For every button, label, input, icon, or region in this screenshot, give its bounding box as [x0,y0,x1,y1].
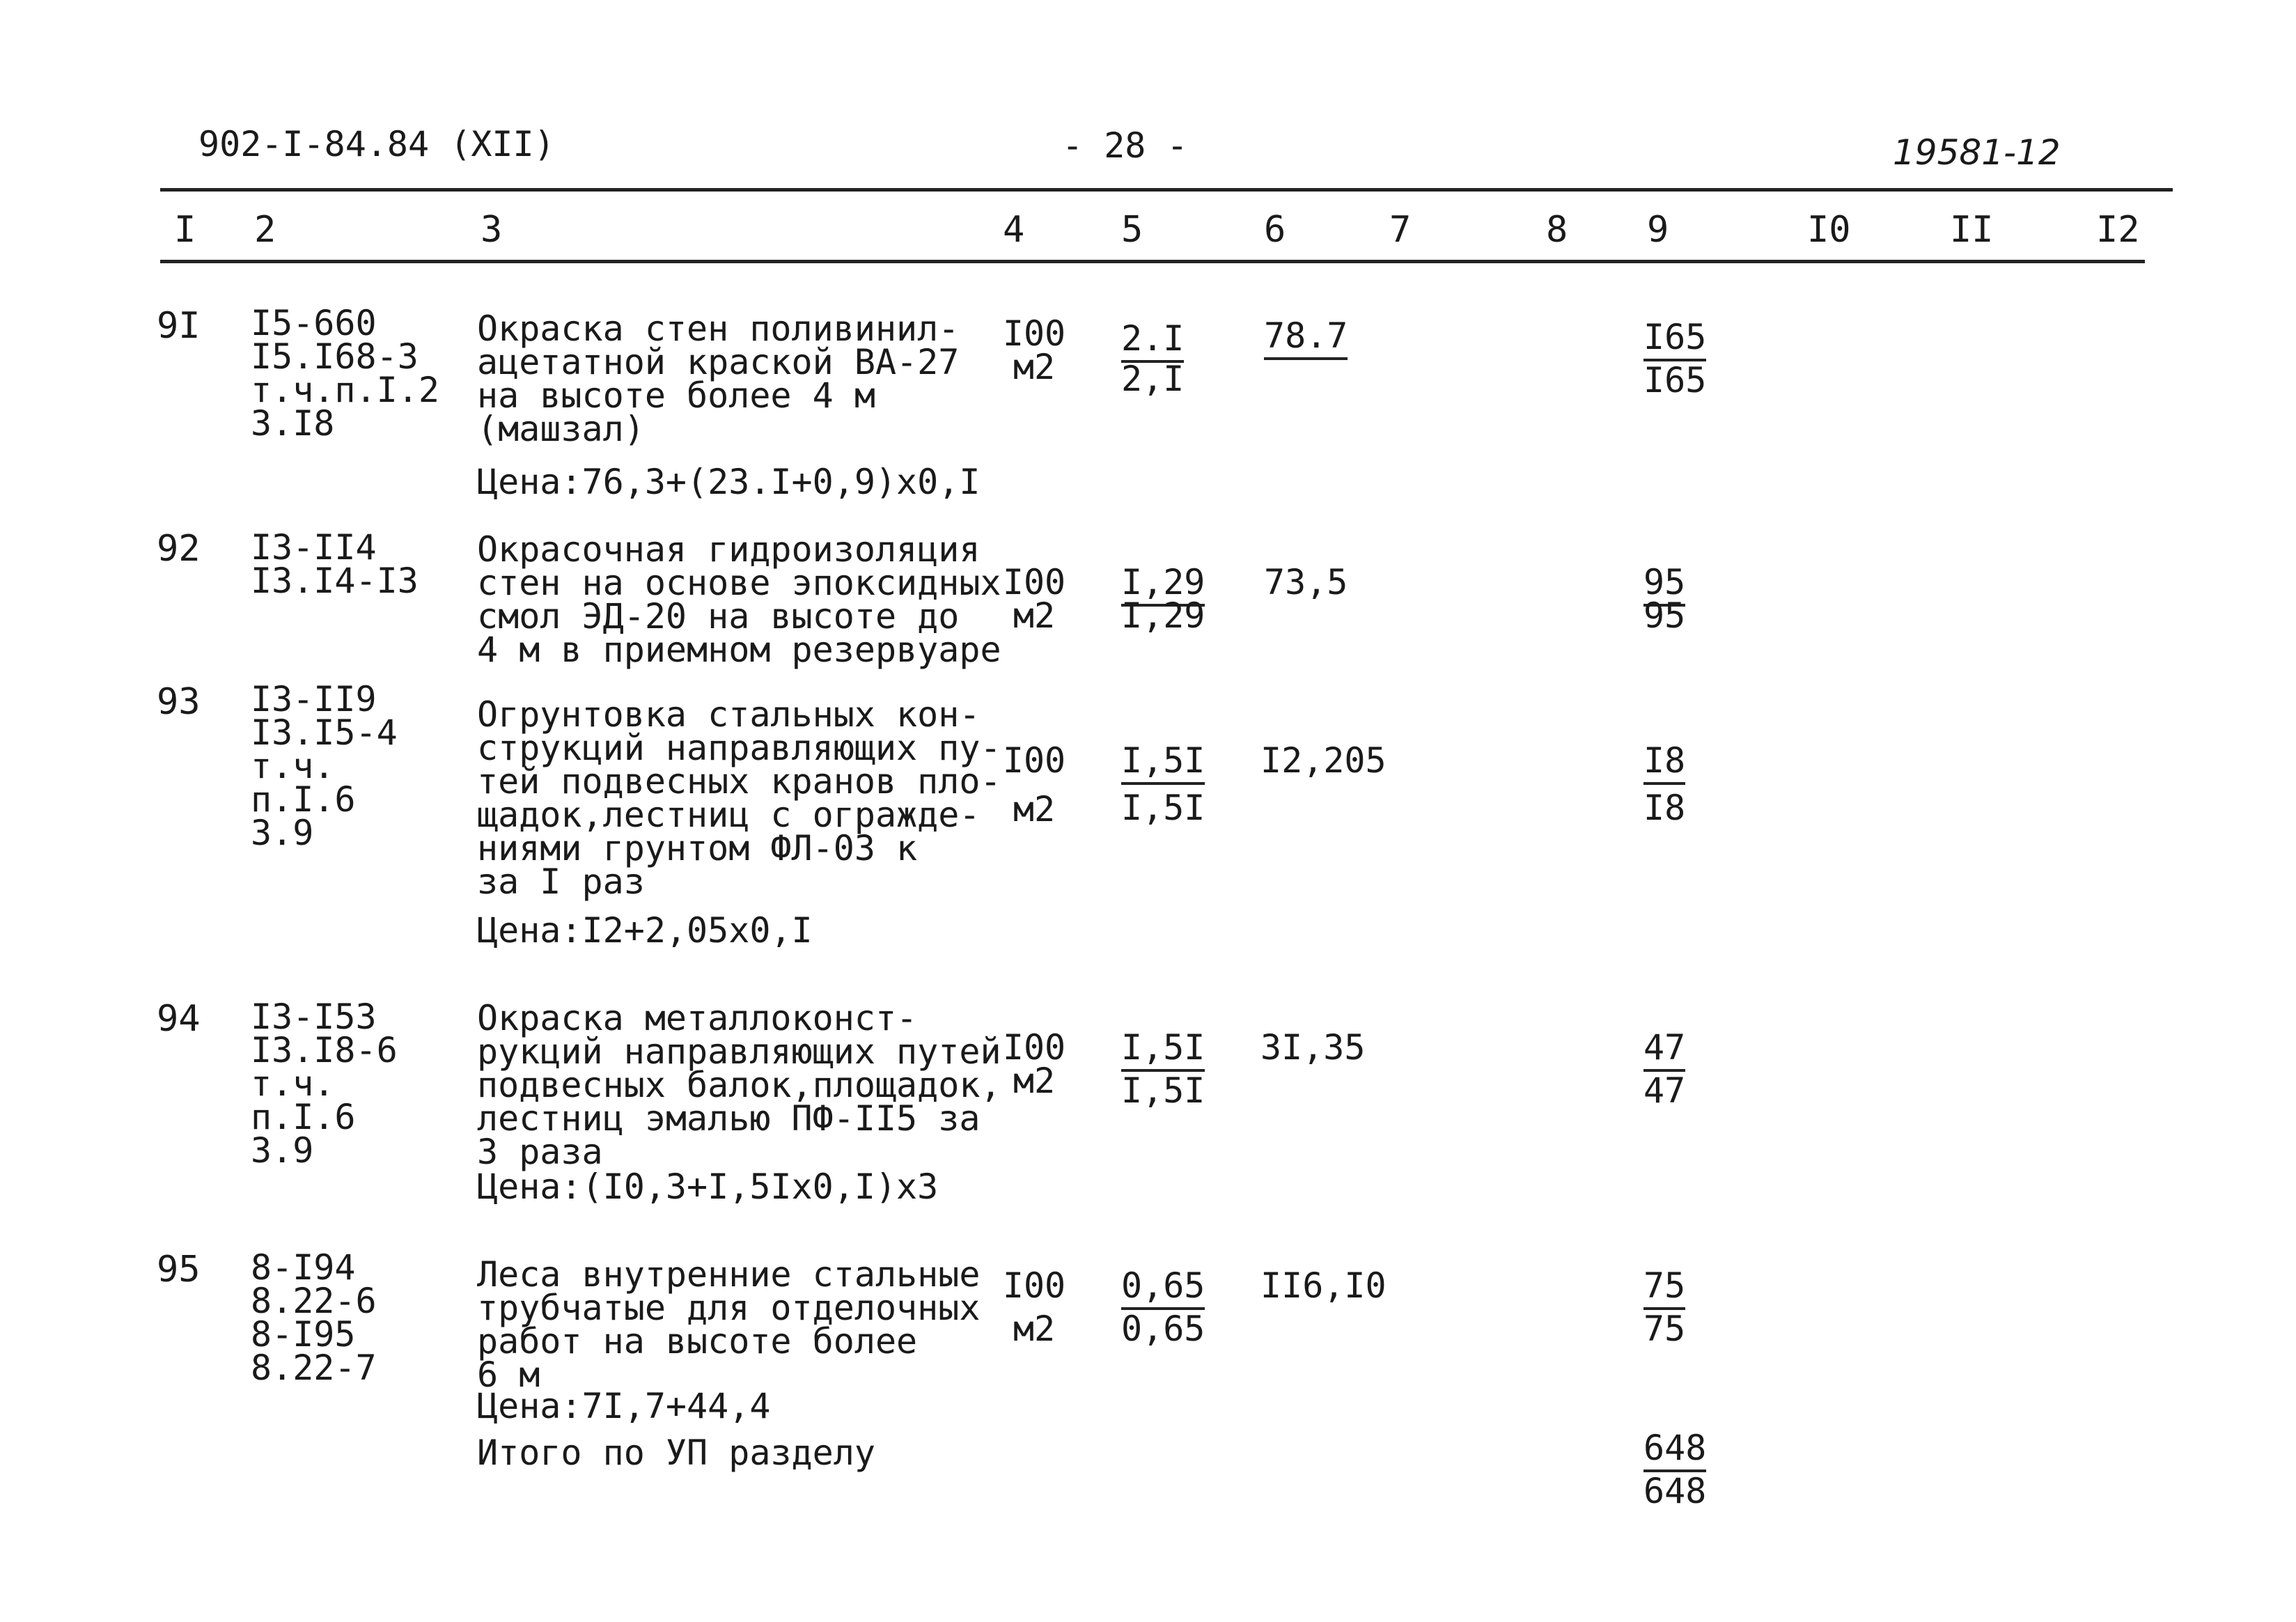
code-line: т.ч. [251,746,335,786]
row-quantity [1121,318,1185,399]
quantity-top: 0,65 [1121,1265,1205,1310]
code-line: I3-II4 [251,527,377,568]
code-line: 3.9 [251,813,314,853]
description-line: тей подвесных кранов пло- [477,761,1001,802]
description-line: Окрасочная гидроизоляция [477,529,981,570]
code-line: п.I.6 [251,779,356,820]
column-header-11: II [1950,209,1994,251]
quantity-bottom: I,5I [1121,1070,1205,1111]
row-codes [251,527,419,601]
row-number: 93 [157,681,201,723]
description-line: струкций направляющих пу- [477,728,1001,768]
description-line: (машзал) [477,409,645,449]
col9-bottom: 75 [1643,1309,1686,1349]
unit-measure: м2 [1013,347,1056,387]
row-unit [996,1027,1072,1101]
total-bottom: 648 [1643,1471,1707,1511]
code-line: I3.I8-6 [251,1030,398,1070]
row-unit [996,562,1072,636]
total-label: Итого по УП разделу [477,1433,875,1473]
quantity-bottom: I,29 [1121,595,1205,636]
description-line: рукций направляющих путей [477,1031,1001,1072]
unit-value: I00 [1002,1027,1066,1068]
column-header-2: 2 [254,209,276,251]
code-line: I5.I68-3 [251,336,419,377]
quantity-bottom: 0,65 [1121,1309,1205,1349]
col9-top: 75 [1643,1265,1685,1310]
row-price: Цена:(I0,3+I,5Ix0,I)x3 [477,1167,939,1207]
row-col9 [1643,1027,1686,1111]
row-codes [251,997,398,1171]
quantity-top: 2.I [1121,318,1184,363]
col9-bottom: I8 [1643,788,1686,828]
row-codes [251,303,439,444]
row-quantity [1121,1027,1205,1111]
description-line: Леса внутренние стальные [477,1254,981,1295]
quantity-bottom: 2,I [1121,359,1185,399]
quantity-bottom: I,5I [1121,788,1205,828]
code-line: I3.I4-I3 [251,561,419,601]
document-code: 902-I-84.84 (XII) [198,124,555,164]
code-line: т.ч.п.I.2 [251,370,439,410]
row-unit [996,740,1072,829]
quantity-top: I,5I [1121,1027,1205,1072]
row-number: 92 [157,528,201,570]
code-line: 8-I95 [251,1314,356,1355]
code-line: 8.22-7 [251,1348,377,1388]
description-line: стен на основе эпоксидных [477,563,1001,603]
row-col6: 78.7 [1264,319,1348,352]
code-line: п.I.6 [251,1097,356,1137]
unit-measure: м2 [1013,595,1056,636]
unit-measure: м2 [1013,789,1056,829]
col9-top: 95 [1643,562,1685,607]
description-line: за I раз [477,861,645,902]
unit-measure: м2 [1013,1309,1056,1349]
row-unit [996,313,1072,387]
row-col9 [1643,317,1707,400]
description-line: смол ЭД-20 на высоте до [477,596,960,637]
code-line: т.ч. [251,1063,335,1104]
row-quantity [1121,562,1205,636]
column-header-8: 8 [1546,209,1568,251]
code-line: I5-660 [251,303,377,343]
description-line: лестниц эмалью ПФ-II5 за [477,1098,981,1139]
code-line: 3.9 [251,1130,314,1171]
unit-value: I00 [1002,313,1066,354]
column-header-7: 7 [1389,209,1412,251]
unit-measure: м2 [1013,1061,1056,1101]
column-header-5: 5 [1121,209,1143,251]
total-top: 648 [1643,1428,1706,1472]
description-line: щадок,лестниц с огражде- [477,795,981,835]
description-line: ацетатной краской ВА-27 [477,342,960,382]
row-description [477,529,1001,670]
description-line: работ на высоте более [477,1321,918,1362]
header-bottom-rule [160,260,2145,263]
row-price: Цена:76,3+(23.I+0,9)x0,I [477,462,981,502]
row-description [477,694,1001,902]
column-header-4: 4 [1003,209,1025,251]
column-header-9: 9 [1647,209,1669,251]
row-col9 [1643,562,1686,636]
unit-value: I00 [1002,562,1066,602]
col9-bottom: I65 [1643,360,1707,400]
row-unit [996,1265,1072,1349]
code-line: I3-I53 [251,997,377,1037]
unit-value: I00 [1002,1265,1066,1306]
row-col6: II6,I0 [1260,1265,1387,1306]
description-line: Огрунтовка стальных кон- [477,694,981,735]
page-number: - 28 - [1062,125,1188,166]
row-codes [251,679,398,853]
column-header-6: 6 [1264,209,1286,251]
code-line: I3.I5-4 [251,712,398,753]
row-col9 [1643,1265,1686,1349]
column-header-10: I0 [1807,209,1851,251]
row-col6: 3I,35 [1260,1027,1366,1068]
code-line: 8.22-6 [251,1281,377,1321]
header-top-rule [160,188,2173,192]
inventory-number: 19581-12 [1893,132,2061,173]
row-quantity [1121,1265,1205,1349]
column-header-3: 3 [481,209,503,251]
code-line: I3-II9 [251,679,377,719]
row-number: 94 [157,998,201,1040]
row-price: Цена:7I,7+44,4 [477,1386,771,1426]
code-line: 8-I94 [251,1247,356,1288]
row-col6: I2,205 [1260,740,1387,781]
total-values [1643,1428,1707,1511]
row-description [477,1254,981,1395]
description-line: 4 м в приемном резервуаре [477,630,1001,670]
quantity-top: I,5I [1121,740,1205,785]
unit-value: I00 [1002,740,1066,781]
row-quantity [1121,740,1205,828]
description-line: на высоте более 4 м [477,375,875,416]
row-col6: 73,5 [1264,562,1348,602]
code-line: 3.I8 [251,403,335,444]
row-price: Цена:I2+2,05x0,I [477,910,813,951]
col9-top: I8 [1643,740,1685,785]
col9-bottom: 47 [1643,1070,1686,1111]
col9-top: 47 [1643,1027,1685,1072]
col9-top: I65 [1643,317,1706,361]
description-line: 3 раза [477,1132,603,1172]
description-line: Окраска стен поливинил- [477,309,960,349]
description-line: подвесных балок,площадок, [477,1065,1001,1105]
quantity-top: I,29 [1121,562,1205,607]
row-codes [251,1247,377,1388]
description-line: ниями грунтом ФЛ-03 к [477,828,918,868]
col9-bottom: 95 [1643,595,1686,636]
description-line: трубчатые для отделочных [477,1288,981,1328]
row-number: 95 [157,1249,201,1290]
row-col9 [1643,740,1686,828]
description-line: 6 м [477,1355,540,1395]
column-header-12: I2 [2096,209,2140,251]
description-line: Окраска металлоконст- [477,998,918,1038]
row-description [477,998,1001,1172]
row-description [477,309,960,449]
column-header-1: I [174,209,196,251]
row-number: 9I [157,305,201,347]
